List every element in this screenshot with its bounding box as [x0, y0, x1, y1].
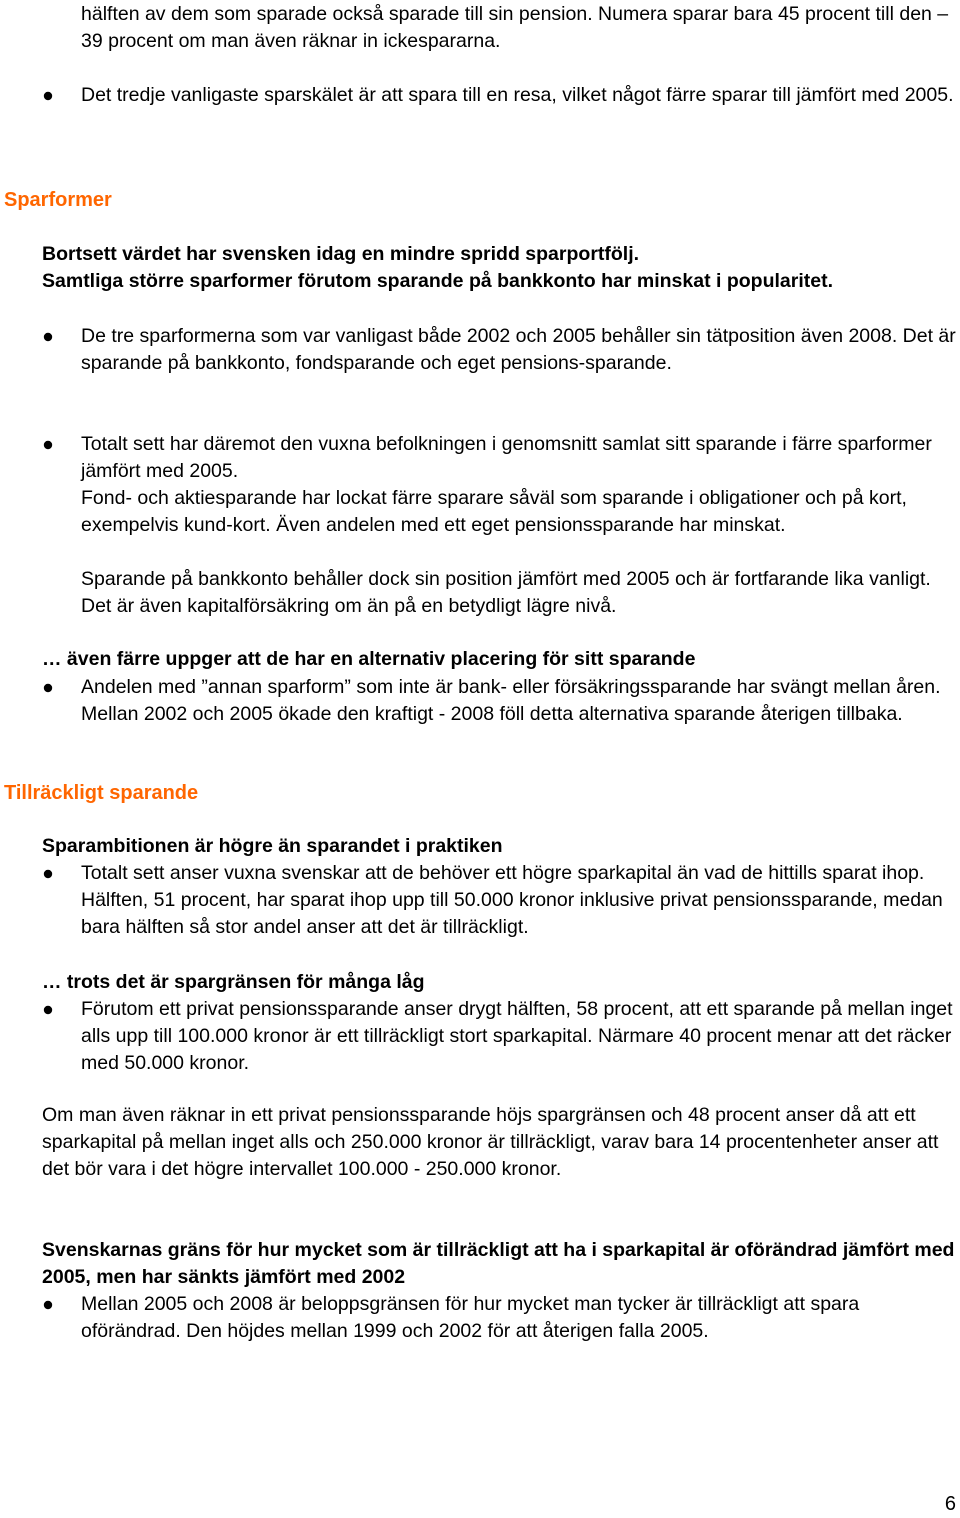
bullet-icon [43, 332, 53, 342]
section-heading-sparformer: Sparformer [4, 189, 112, 211]
bullet-text: Förutom ett privat pensionssparande anser drygt hälften, 58 procent, att ett sparande på mellan inget alls upp till 100.000 kronor är ett tillräckligt stort sparkapital. Närmare 40 procent menar att det räcker med 50.000 kronor. [81, 998, 953, 1074]
body-paragraph: Om man även räknar in ett privat pensionssparande höjs spargränsen och 48 procent anser då att ett sparkapital på mellan inget alls och 250.000 kronor är tillräckligt, varav bara 14 procentenheter anser att det bör vara i det högre intervallet 100.000 - 250.000 kronor. [42, 1104, 939, 1180]
bullet-text: De tre sparformerna som var vanligast både 2002 och 2005 behåller sin tätposition även 2008. Det är sparande på bankkonto, fondsparande och eget pensions-sparande. [81, 325, 956, 374]
subheading: … trots det är spargränsen för många låg [42, 971, 425, 993]
bullet-icon [43, 1005, 53, 1015]
bullet-icon [43, 869, 53, 879]
bullet-continuation: Sparande på bankkonto behåller dock sin position jämfört med 2005 och är fortfarande lika vanligt. Det är även kapitalförsäkring om än på en betydligt lägre nivå. [81, 568, 931, 617]
subheading: Bortsett värdet har svensken idag en mindre spridd sparportfölj. [42, 243, 640, 265]
subheading: Svenskarnas gräns för hur mycket som är tillräckligt att ha i sparkapital är oförändrad jämfört med 2005, men har sänkts jämfört med 2002 [42, 1239, 955, 1288]
bullet-text: Andelen med ”annan sparform” som inte är bank- eller försäkringssparande har svängt mellan åren. Mellan 2002 och 2005 ökade den kraftigt - 2008 föll detta alternativa sparande återigen tillbaka. [81, 676, 941, 725]
continued-paragraph: hälften av dem som sparade också sparade till sin pension. Numera sparar bara 45 procent till den – 39 procent om man även räknar in ickespararna. [81, 3, 949, 52]
bullet-text: Totalt sett anser vuxna svenskar att de behöver ett högre sparkapital än vad de hittills sparat ihop. Hälften, 51 procent, har sparat ihop upp till 50.000 kronor inklusive privat pensionssparande, medan bara hälften så stor andel anser att det är tillräckligt. [81, 862, 943, 938]
subheading: … även färre uppger att de har en alternativ placering för sitt sparande [42, 648, 696, 670]
bullet-icon [43, 1300, 53, 1310]
bullet-icon [43, 683, 53, 693]
bullet-icon [43, 440, 53, 450]
bullet-text: Det tredje vanligaste sparskälet är att spara till en resa, vilket något färre sparar till jämfört med 2005. [81, 84, 954, 106]
bullet-text: Mellan 2005 och 2008 är beloppsgränsen för hur mycket man tycker är tillräckligt att spara oförändrad. Den höjdes mellan 1999 och 2002 för att återigen falla 2005. [81, 1293, 860, 1342]
bullet-continuation: Fond- och aktiesparande har lockat färre sparare såväl som sparande i obligationer och på kort, exempelvis kund-kort. Även andelen med ett eget pensionssparande har minskat. [81, 487, 907, 536]
bullet-icon [43, 91, 53, 101]
subheading: Sparambitionen är högre än sparandet i praktiken [42, 835, 503, 857]
section-heading-tillrackligt: Tillräckligt sparande [4, 782, 199, 804]
page-number: 6 [944, 1493, 956, 1515]
bullet-text: Totalt sett har däremot den vuxna befolkningen i genomsnitt samlat sitt sparande i färre sparformer jämfört med 2005. [81, 433, 932, 482]
subheading: Samtliga större sparformer förutom sparande på bankkonto har minskat i popularitet. [42, 270, 833, 292]
